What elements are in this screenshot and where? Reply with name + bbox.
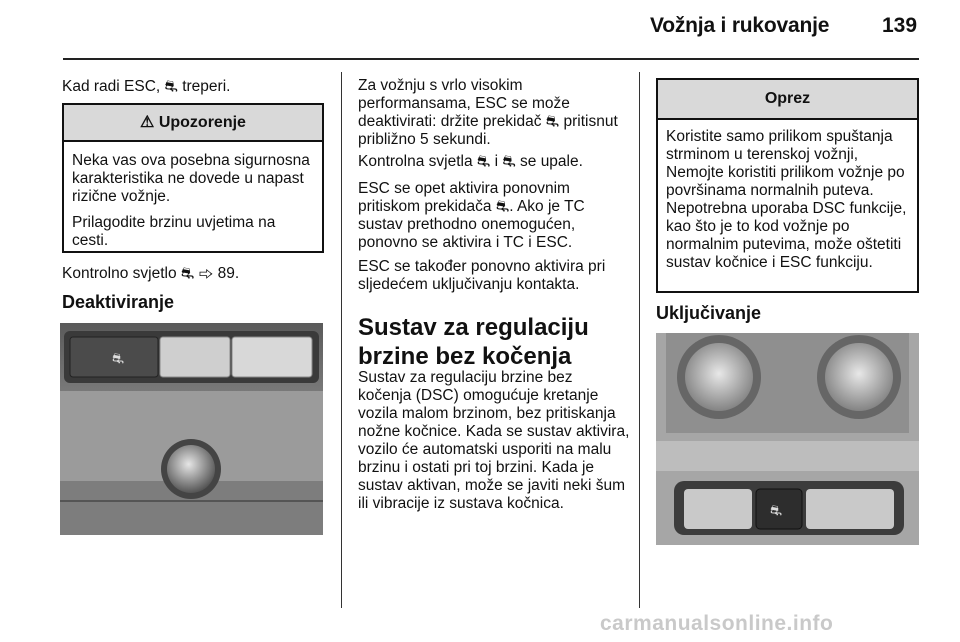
dashboard-photo-deactivation <box>60 323 323 535</box>
esc-reactivation-text: ESC se opet aktivira ponovnim pritiskom prekidača ⛐. Ako je TC sustav prethodno onemogućen, ponovno se aktivira i TC i ESC. <box>358 180 585 251</box>
deactivation-text: Za vožnju s vrlo visokim performansama, ESC se može deaktivirati: držite prekidač ⛐ pritisnut približno 5 sekundi. <box>358 77 618 148</box>
caution-box <box>656 78 919 293</box>
deactivation-heading: Deaktiviranje <box>62 292 175 312</box>
warning-light-reference: Kontrolno svjetlo ⛐ ⇨ 89. <box>62 265 240 282</box>
esc-ignition-text: ESC se također ponovno aktivira pri sljedećem uključivanju kontakta. <box>358 258 606 293</box>
svg-text:⛐: ⛐ <box>770 503 783 519</box>
dsc-description: Sustav za regulaciju brzine bez kočenja (DSC) omogućuje kretanje vozila malom brzinom, bez pritiskanja nožne kočnice. Kada se sustav aktivira, vozilo će automatski usporiti na malu brzinu i ostati pri toj brzini. Kada je sustav aktivan, može se javiti neki šum ili vibracije iz sustava kočnica. <box>358 369 630 512</box>
caution-text: Koristite samo prilikom spuštanja strminom u terenskoj vožnji, Nemojte koristiti prilikom vožnje po površinama normalnih puteva. Nepotrebna uporaba DSC funkcije, kao što je to kod vožnje po normalnim putevima, može oštetiti sustav kočnice i ESC funkciju. <box>666 128 907 271</box>
column-divider-1 <box>341 72 342 608</box>
indicator-lights-text: Kontrolna svjetla ⛐ i ⛐ se upale. <box>358 153 583 170</box>
warning-box <box>62 103 324 253</box>
warning-text: Neka vas ova posebna sigurnosna karakteristika ne dovede u napast rizične vožnje. <box>72 152 310 205</box>
page-number: 139 <box>882 14 918 37</box>
warning-advice: Prilagodite brzinu uvjetima na cesti. <box>72 214 276 249</box>
esc-intro-text: Kad radi ESC, ⛐ treperi. <box>62 78 231 95</box>
svg-text:⛐: ⛐ <box>112 351 125 367</box>
column-divider-2 <box>639 72 640 608</box>
warning-icon: ⚠ <box>140 114 155 131</box>
caution-title: Oprez <box>764 90 811 107</box>
header-rule <box>63 58 919 60</box>
dashboard-photo-activation <box>656 333 919 545</box>
page-header-title: Vožnja i rukovanje <box>650 14 830 37</box>
activation-heading: Uključivanje <box>656 303 762 323</box>
dsc-section-title: Sustav za regulaciju brzine bez kočenja <box>358 314 589 370</box>
watermark: carmanualsonline.info <box>600 612 834 635</box>
warning-title: Upozorenje <box>158 114 246 131</box>
